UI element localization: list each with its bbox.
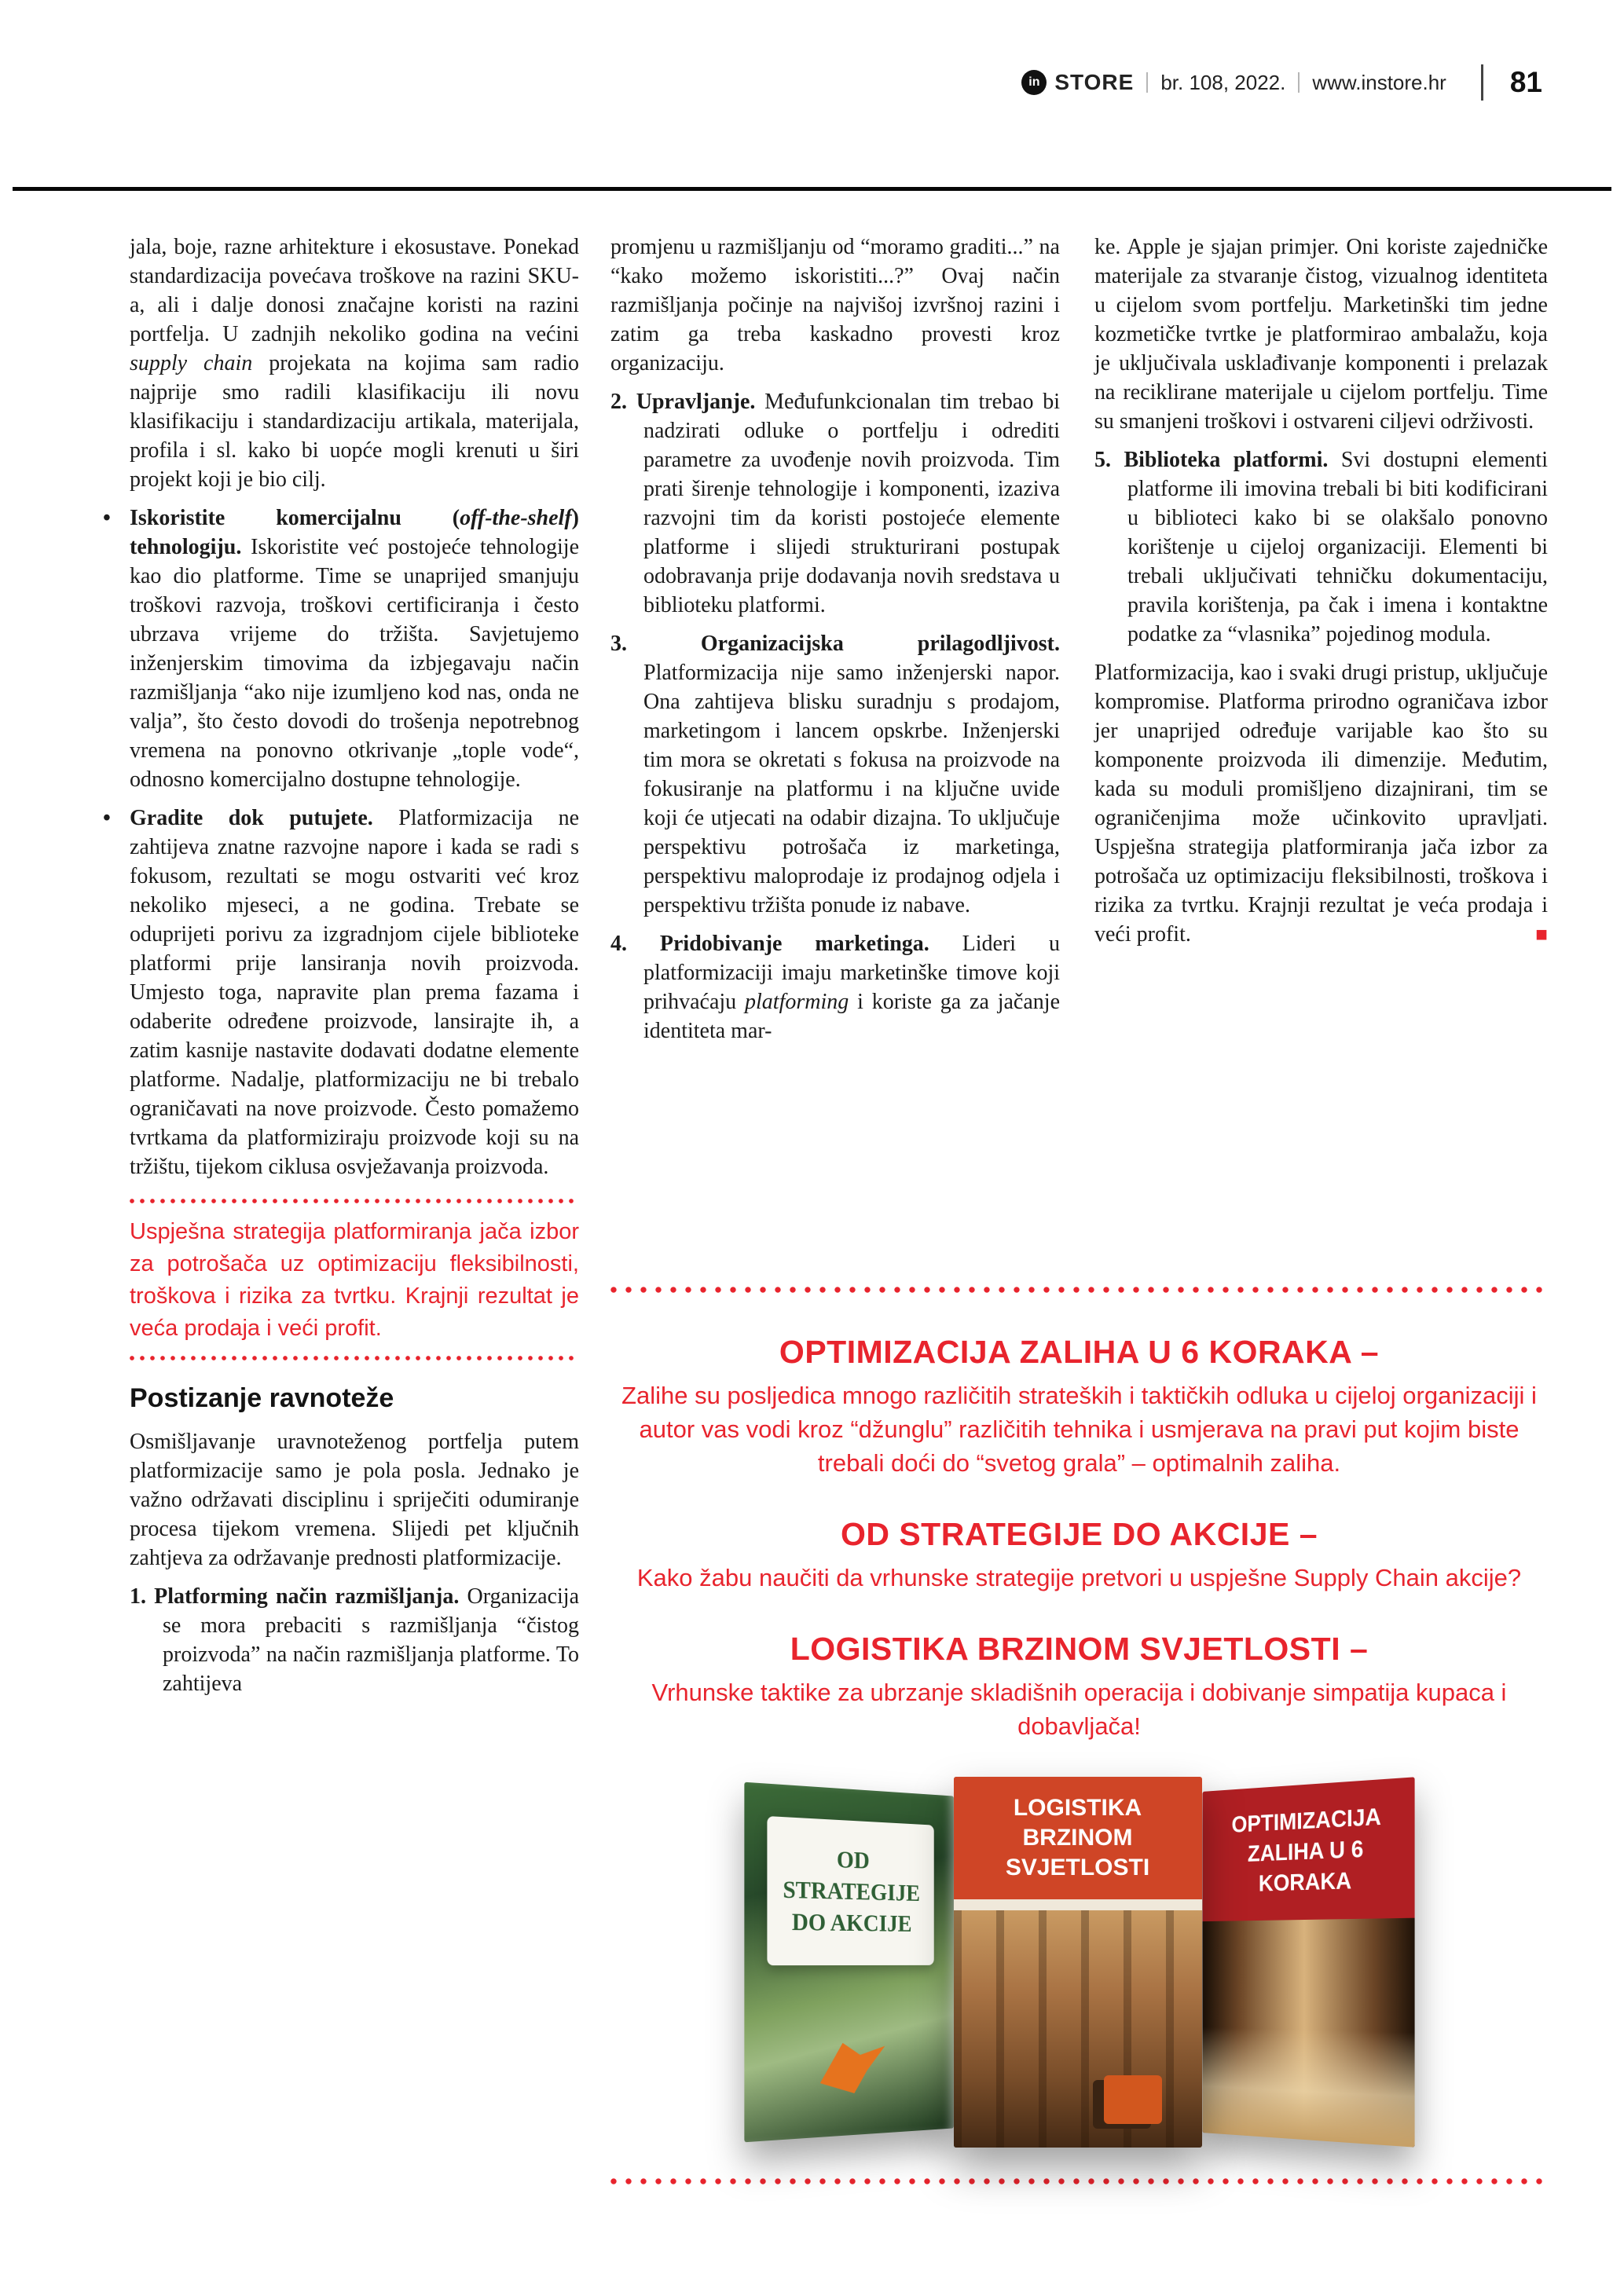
promo-text: Vrhunske taktike za ubrzanje skladišnih operacija i dobivanje simpatija kupaca i dobavljača! xyxy=(651,1679,1507,1740)
bullet-lead-italic: off-the-shelf xyxy=(460,506,572,530)
book-cover-strip xyxy=(954,1899,1202,1910)
book-title: LOGISTIKA BRZINOM SVJETLOSTI xyxy=(1005,1794,1150,1880)
header-divider xyxy=(1298,72,1300,93)
numbered-item-lead: 4. Pridobivanje marketinga. xyxy=(610,932,929,956)
book-title-panel xyxy=(767,1816,934,1965)
paragraph: ke. Apple je sjajan primjer. Oni koriste zajedničke materijale za stvaranje čistog, vizualnog identiteta u cijelom svom portfelju. Marketinški tim jedne kozmetičke tvrtke je platformirao ambalažu, koja je uključivala usklađivanje komponenti i prelazak na reciklirane materijale u cijelom portfelju. Time su smanjeni troškovi i ostvareni ciljevi održivosti. xyxy=(1094,235,1548,434)
book-title-band xyxy=(954,1777,1202,1899)
paragraph: promjenu u razmišljanju od “moramo graditi...” na “kako možemo iskoristiti...?” Ovaj način razmišljanja počinje na najvišoj izvršnoj razini i zatim ga treba kaskadno provesti kroz organizaciju. xyxy=(610,235,1060,375)
text-run: projekata na kojima sam radio najprije smo radili klasifikaciju ili novu klasifikaciju i standardizaciju artikala, materijala, profila i sl. kako bi uopće mogli krenuti u širi projekt koji je bio cilj. xyxy=(130,351,579,492)
text-run: Organizacija se mora prebaciti s razmišljanja “čistog proizvoda” na način razmišljanja platforme. To zahtijeva xyxy=(163,1584,580,1696)
book-title: OPTIMIZACIJA ZALIHA U 6 KORAKA xyxy=(1231,1803,1381,1897)
numbered-item xyxy=(610,387,1060,620)
page-number-divider xyxy=(1481,64,1483,101)
page-header xyxy=(1021,64,1542,101)
promo-text: Kako žabu naučiti da vrhunske strategije pretvori u uspješne Supply Chain akcije? xyxy=(636,1564,1522,1591)
dotted-separator-bottom xyxy=(610,2178,1548,2184)
column-middle xyxy=(610,233,1060,1055)
article-end-square-icon: ■ xyxy=(1535,923,1548,946)
text-run: Međufunkcionalan tim trebao bi nadzirati odluke o portfelju i odrediti parametre za uvođenje novih proizvoda. Tim prati širenje tehnologije i komponenti, izaziva razvojni tim da koristi postojeće elemente platforme i slijedi strukturirani postupak odobravanja prije dodavanja novih sredstava u biblioteku platformi. xyxy=(643,390,1060,617)
numbered-item-lead: 2. Upravljanje. xyxy=(610,390,756,414)
paragraph xyxy=(130,233,579,494)
closing-paragraph xyxy=(1094,658,1548,949)
bullet-lead: Iskoristite komercijalnu ( xyxy=(130,506,460,530)
bullet-item xyxy=(103,504,579,794)
promo-heading: OPTIMIZACIJA ZALIHA U 6 KORAKA – xyxy=(779,1334,1380,1370)
issue-number: br. 108, 2022. xyxy=(1160,70,1286,94)
website-url[interactable]: www.instore.hr xyxy=(1312,70,1446,94)
text-run: Iskoristite već postojeće tehnologije kao dio platforme. Time se unaprijed smanjuju troškovi razvoja, troškovi certificiranja i često ubrzava vrijeme do tržišta. Savjetujemo inženjerskim timovima da izbjegavaju način razmišljanja “ako nije izumljeno kod nas, onda ne valja”, što često dovodi do trošenja nepotrebnog vremena na ponovno otkrivanje „tople vode“, odnosno komercijalno dostupne tehnologije. xyxy=(130,535,579,792)
bullet-lead: Gradite dok putujete. xyxy=(130,806,373,830)
bullet-marker: • xyxy=(103,506,111,530)
numbered-item xyxy=(1094,445,1548,649)
book-cover-logistika-brzinom-svjetlosti xyxy=(954,1777,1202,2148)
origami-crane-graphic xyxy=(816,2037,889,2099)
text-run: Platformizacija nije samo inženjerski napor. Ona zahtijeva blisku suradnju s prodajom, marketingom i lancem opskrbe. Inženjerski tim mora se okretati s fokusa na proizvode na fokusiranje na platformu i na ključne uvide koji će utjecati na odabir dizajna. To uključuje perspektivu potrošača iz marketinga, perspektivu maloprodaje iz prodajnog odjela i perspektivu tržišta ponude iz nabave. xyxy=(643,661,1060,917)
paragraph: Osmišljavanje uravnoteženog portfelja putem platformizacije samo je pola posla. Jednako je važno održavati disciplinu i spriječiti odumiranje procesa tijekom vremena. Slijedi pet ključnih zahtjeva za održavanje prednosti platformizacije. xyxy=(130,1430,579,1570)
book-covers xyxy=(610,1770,1548,2155)
text-run: Platformizacija, kao i svaki drugi pristup, uključuje kompromise. Platforma prirodno ograničava izbor jer unaprijed određuje varijable kao što su komponente proizvoda ili dimenzije. Međutim, kada su moduli promišljeno dizajnirani, tim se ograničenjima može učinkovito upravljati. Uspješna strategija platformiranja jača izbor za potrošača uz optimizaciju fleksibilnosti, troškova i rizika za tvrtku. Krajnji rezultat je veća prodaja i veći profit. xyxy=(1094,661,1548,947)
page-number: 81 xyxy=(1509,66,1542,98)
italic-run: platforming xyxy=(745,990,849,1014)
bullet-lead: ) tehnologiju. xyxy=(130,506,579,559)
header-rule xyxy=(13,187,1611,191)
header-divider xyxy=(1146,72,1148,93)
numbered-item xyxy=(610,929,1060,1045)
warehouse-photo xyxy=(954,1910,1202,2148)
promo-heading: LOGISTIKA BRZINOM SVJETLOSTI – xyxy=(790,1631,1369,1667)
instore-logo-icon: in xyxy=(1021,70,1047,95)
section-heading: Postizanje ravnoteže xyxy=(130,1383,394,1413)
column-right xyxy=(1094,233,1548,958)
numbered-item-lead: 5. Biblioteka platformi. xyxy=(1094,448,1329,472)
numbered-item xyxy=(130,1582,579,1698)
text-run: Lideri u platformizaciji imaju marketinške timove koji prihvaćaju xyxy=(643,932,1060,1014)
bullet-item xyxy=(103,804,579,1181)
promo-heading: OD STRATEGIJE DO AKCIJE – xyxy=(840,1516,1318,1552)
book-title: OD STRATEGIJE DO AKCIJE xyxy=(782,1844,920,1937)
dotted-separator xyxy=(130,1356,579,1360)
text-run: Platformizacija ne zahtijeva znatne razvojne napore i kada se radi s fokusom, rezultati se mogu ostvariti već kroz nekoliko mjeseci, a ne godina. Trebate se oduprijeti porivu za izgradnjom cijele biblioteke platformi prije lansiranja novih proizvoda. Umjesto toga, napravite plan prema fazama i odaberite određene proizvode, lansirajte ih, a zatim kasnije nastavite dodavati dodatne elemente platforme. Nadalje, platformizaciju ne bi trebalo ograničavati na nove proizvode. Često pomažemo tvrtkama da platformiziraju proizvode koji su na tržištu, tijekom ciklusa osvježavanja proizvoda. xyxy=(130,806,579,1179)
pull-quote-text: Uspješna strategija platformiranja jača izbor za potrošača uz optimizaciju fleksibilnosti, troškova i rizika za tvrtku. Krajnji rezultat je veća prodaja i veći profit. xyxy=(130,1219,579,1341)
numbered-item-lead: 3. Organizacijska prilagodljivost. xyxy=(610,632,1060,656)
column-left xyxy=(103,233,580,1708)
bullet-marker: • xyxy=(103,806,111,830)
book-title-band xyxy=(1202,1777,1414,1921)
promo-section xyxy=(610,1287,1548,2184)
brand-name: STORE xyxy=(1054,70,1135,94)
numbered-item-lead: 1. Platforming način razmišljanja. xyxy=(130,1584,460,1609)
italic-run: supply chain xyxy=(130,351,253,375)
forklift-graphic xyxy=(1104,2075,1162,2124)
book-cover-od-strategije-do-akcije xyxy=(744,1782,953,2143)
text-run: i koriste ga za jačanje identiteta mar- xyxy=(643,990,1060,1043)
numbered-item xyxy=(610,629,1060,920)
book-cover-optimizacija-zaliha xyxy=(1202,1777,1414,2147)
text-run: Svi dostupni elementi platforme ili imovina trebali bi biti kodificirani u biblioteci kako bi se olakšalo ponovno korištenje u cijeloj organizaciji. Elementi bi trebali uključivati tehničku dokumentaciju, pravila korištenja, pa čak i imena i kontaktne podatke za “vlasnika” pojedinog modula. xyxy=(1127,448,1548,646)
warehouse-aisle-photo xyxy=(1202,1917,1414,2147)
promo-text: Zalihe su posljedica mnogo različitih strateških i taktičkih odluka u cijeloj organizaciji i autor vas vodi kroz “džunglu” različitih tehnika i usmjerava na pravi put kojim biste trebali doći do “svetog grala” – optimalnih zaliha. xyxy=(621,1382,1537,1477)
dotted-separator-top xyxy=(610,1287,1548,1293)
text-run: jala, boje, razne arhitekture i ekosustave. Ponekad standardizacija povećava troškove na razini SKU-a, ali i dalje donosi značajne koristi na razini portfelja. U zadnjih nekoliko godina na većini xyxy=(130,235,579,346)
pull-quote xyxy=(130,1199,579,1360)
